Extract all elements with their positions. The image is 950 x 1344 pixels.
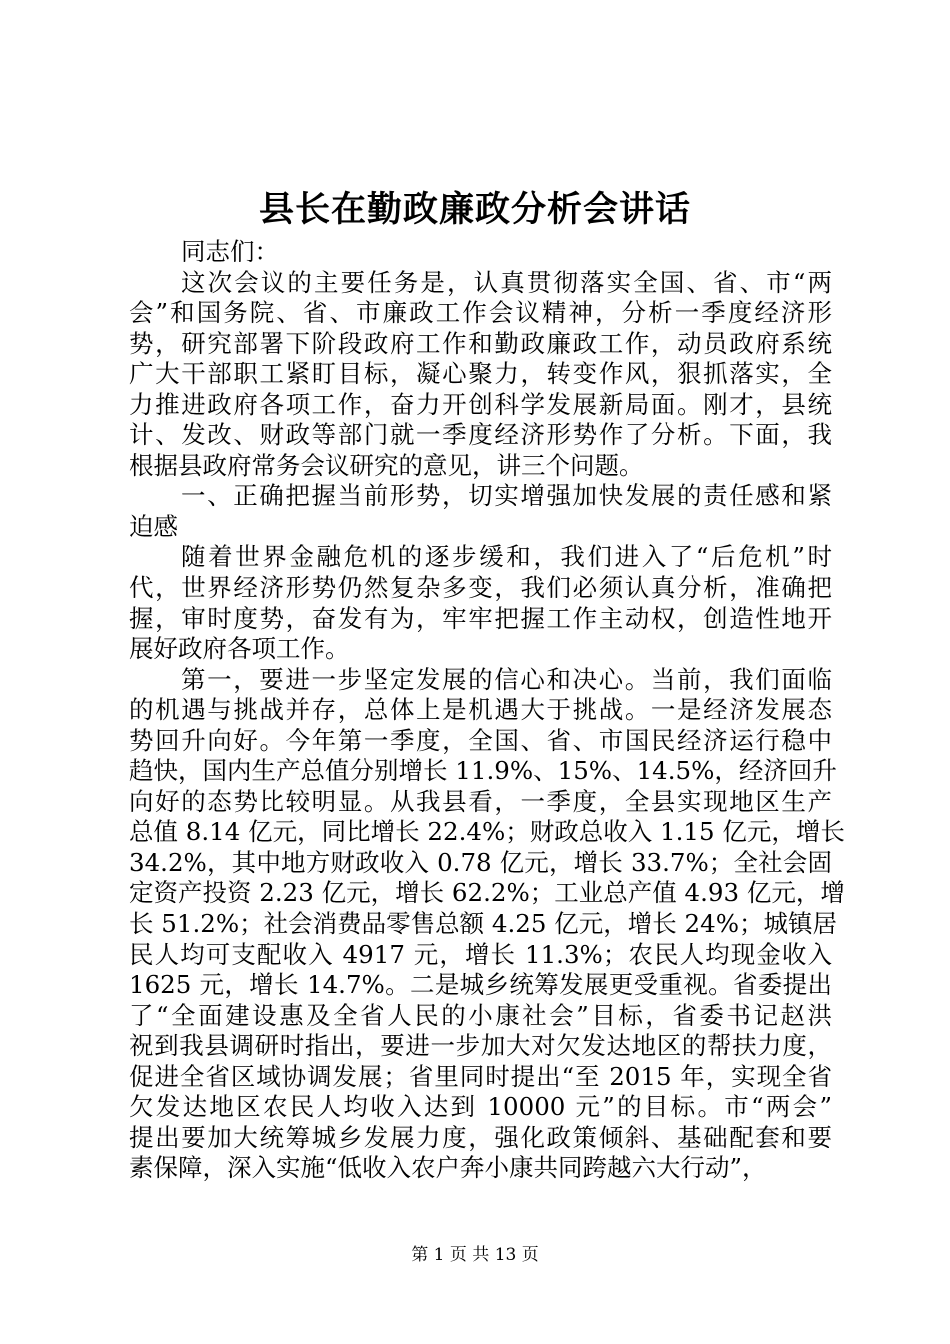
body-line: 欠发达地区农民人均收入达到 10000 元”的目标。市“两会” (129, 1092, 832, 1122)
body-line: 第一，要进一步坚定发展的信心和决心。当前，我们面临 (181, 664, 832, 694)
body-line: 力推进政府各项工作，奋力开创科学发展新局面。刚才，县统 (129, 389, 832, 419)
body-line: 会”和国务院、省、市廉政工作会议精神，分析一季度经济形 (129, 298, 832, 328)
body-line: 促进全省区域协调发展；省里同时提出“至 2015 年，实现全省 (129, 1061, 832, 1091)
body-line: 素保障，深入实施“低收入农户奔小康共同跨越六大行动”， (129, 1153, 767, 1183)
body-line: 握，审时度势，奋发有为，牢牢把握工作主动权，创造性地开 (129, 603, 832, 633)
body-line: 一、正确把握当前形势，切实增强加快发展的责任感和紧 (181, 481, 832, 511)
body-line: 根据县政府常务会议研究的意见，讲三个问题。 (129, 450, 644, 480)
body-line: 的机遇与挑战并存，总体上是机遇大于挑战。一是经济发展态 (129, 695, 832, 725)
body-line: 祝到我县调研时指出，要进一步加大对欠发达地区的帮扶力度， (129, 1031, 832, 1061)
body-line: 了“全面建设惠及全省人民的小康社会”目标，省委书记赵洪 (129, 1000, 832, 1030)
body-line: 迫感 (129, 511, 178, 541)
body-line: 代，世界经济形势仍然复杂多变，我们必须认真分析，准确把 (129, 573, 832, 603)
body-line: 总值 8.14 亿元，同比增长 22.4%；财政总收入 1.15 亿元，增长 (129, 817, 845, 847)
body-line: 同志们： (181, 237, 279, 266)
body-line: 势回升向好。今年第一季度，全国、省、市国民经济运行稳中 (129, 725, 832, 755)
body-line: 这次会议的主要任务是，认真贯彻落实全国、省、市“两 (181, 267, 832, 297)
body-line: 向好的态势比较明显。从我县看，一季度，全县实现地区生产 (129, 786, 832, 816)
document-title: 县长在勤政廉政分析会讲话 (258, 189, 691, 230)
page-footer: 第 1 页 共 13 页 (411, 1245, 539, 1265)
body-line: 民人均可支配收入 4917 元，增长 11.3%；农民人均现金收入 (129, 939, 832, 969)
body-line: 势，研究部署下阶段政府工作和勤政廉政工作，动员政府系统 (129, 328, 832, 358)
body-line: 计、发改、财政等部门就一季度经济形势作了分析。下面，我 (129, 420, 832, 450)
body-line: 提出要加大统筹城乡发展力度，强化政策倾斜、基础配套和要 (129, 1122, 832, 1152)
body-line: 34.2%，其中地方财政收入 0.78 亿元，增长 33.7%；全社会固 (129, 847, 832, 877)
body-line: 随着世界金融危机的逐步缓和，我们进入了“后危机”时 (181, 542, 832, 572)
body-line: 趋快，国内生产总值分别增长 11.9%、15%、14.5%，经济回升 (129, 756, 837, 786)
body-line: 定资产投资 2.23 亿元，增长 62.2%；工业总产值 4.93 亿元，增 (129, 878, 845, 908)
body-line: 广大干部职工紧盯目标，凝心聚力，转变作风，狠抓落实，全 (129, 359, 832, 389)
document-body (129, 237, 845, 1184)
body-line: 长 51.2%；社会消费品零售总额 4.25 亿元，增长 24%；城镇居 (129, 909, 837, 939)
body-line: 展好政府各项工作。 (129, 634, 350, 664)
body-line: 1625 元，增长 14.7%。二是城乡统筹发展更受重视。省委提出 (129, 970, 832, 1000)
